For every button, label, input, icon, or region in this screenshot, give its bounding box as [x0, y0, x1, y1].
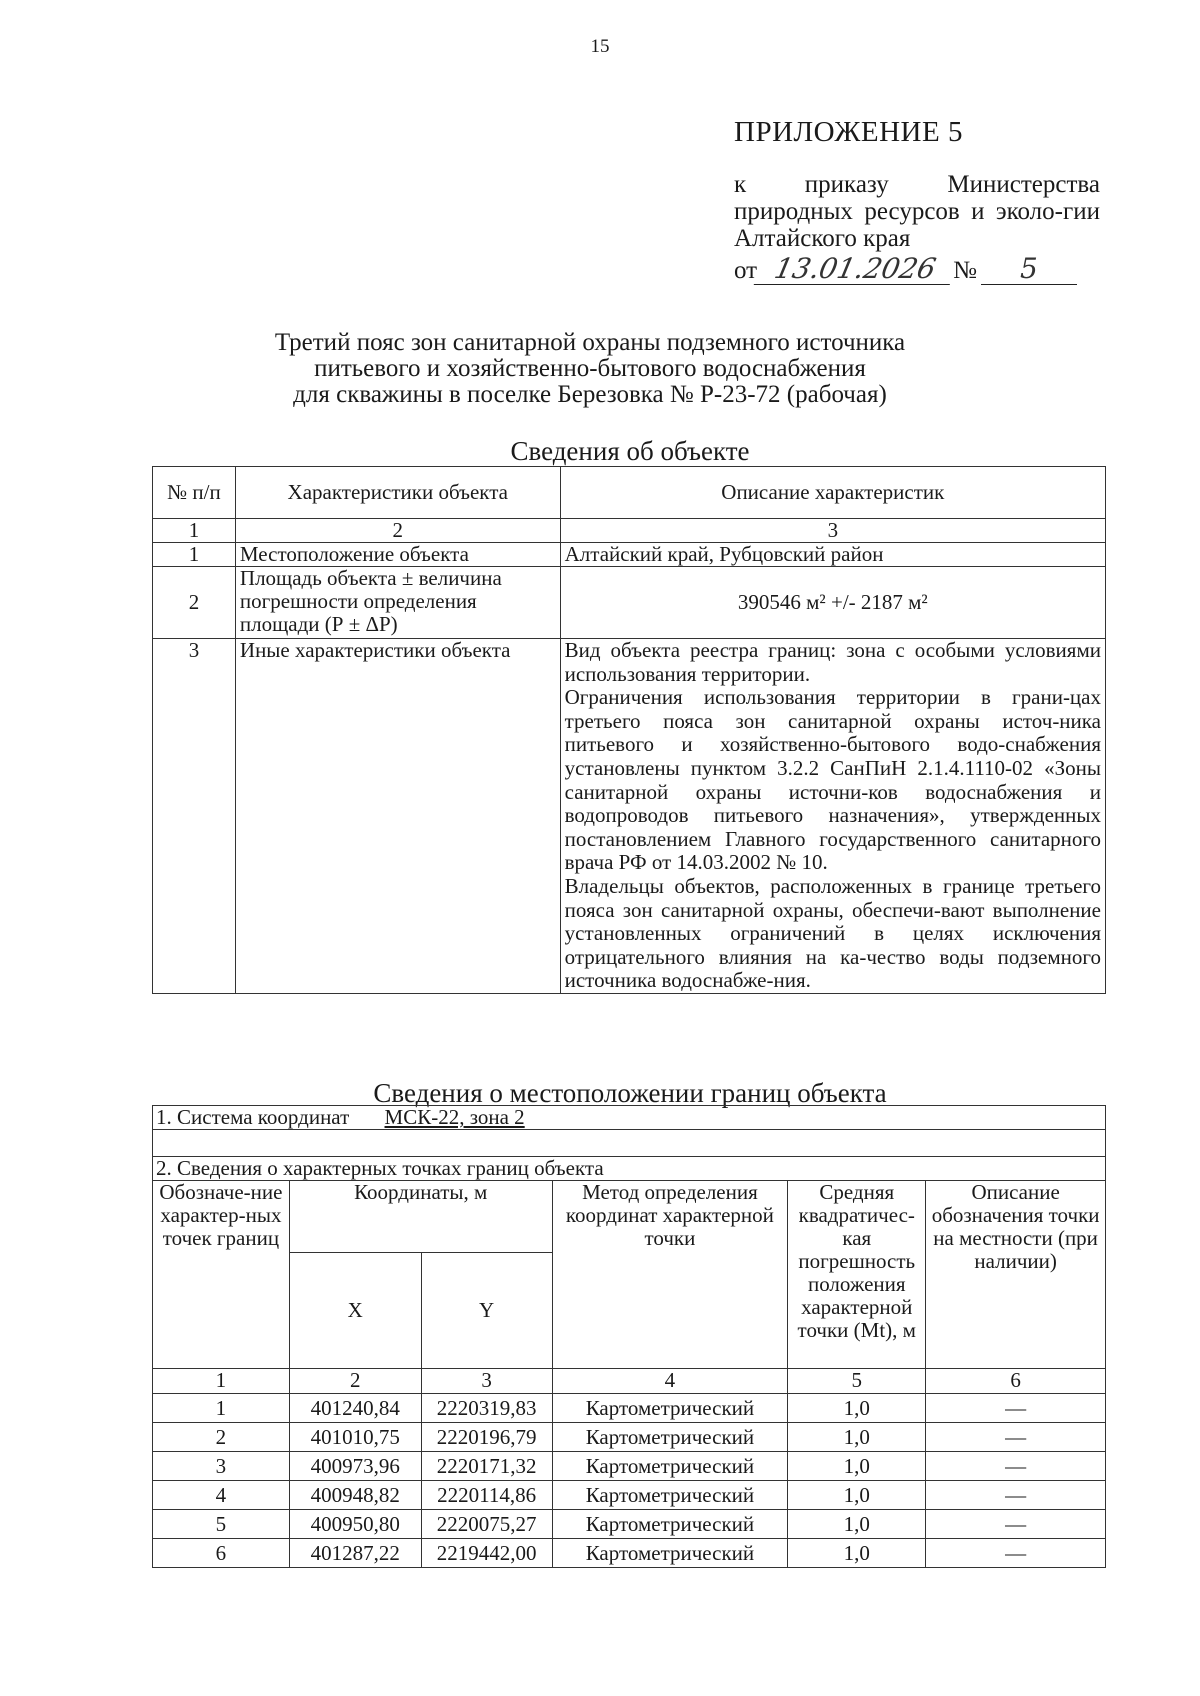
point-id: 2 — [153, 1423, 290, 1452]
column-header: Координаты, м — [289, 1181, 552, 1253]
table-row — [153, 543, 1106, 567]
column-number: 1 — [153, 519, 236, 543]
point-method: Картометрический — [552, 1510, 788, 1539]
point-mt: 1,0 — [788, 1539, 926, 1568]
point-mt: 1,0 — [788, 1452, 926, 1481]
description-cell: 390546 м² +/- 2187 м² — [560, 567, 1105, 639]
description-paragraph: Ограничения использования территории в грани-цах третьего пояса зон санитарной охраны источ-ника питьевого и хозяйственно-бытового водо-снабжения установлены пунктом 3.2.2 СанПиН 2.1.4.1110-02 «Зоны санитарной охраны источни-ков водоснабжения и водопроводов питьевого назначения», утвержденных постановлением Главного государственного санитарного врача РФ от 14.03.2002 № 10. — [564, 685, 1101, 875]
numbering-row — [153, 519, 1106, 543]
point-id: 5 — [153, 1510, 290, 1539]
point-y: 2220075,27 — [421, 1510, 552, 1539]
point-x: 400950,80 — [289, 1510, 421, 1539]
ref-rest: природных ресурсов и эколо-гии Алтайского края — [734, 198, 1100, 252]
ref-word: к — [734, 171, 747, 198]
point-id: 3 — [153, 1452, 290, 1481]
point-y: 2220196,79 — [421, 1423, 552, 1452]
column-header: № п/п — [153, 467, 236, 519]
column-number: 5 — [788, 1369, 926, 1394]
coordinate-system-row — [153, 1106, 1106, 1130]
date-prefix: от — [734, 257, 758, 284]
table-header-row — [153, 1181, 1106, 1253]
point-method: Картометрический — [552, 1423, 788, 1452]
table-row — [153, 639, 1106, 994]
point-id: 4 — [153, 1481, 290, 1510]
column-header: Метод определения координат характерной точки — [552, 1181, 788, 1369]
boundary-points-table — [152, 1105, 1106, 1568]
spacer-row — [153, 1130, 1106, 1157]
column-header-x: X — [289, 1253, 421, 1369]
description-cell — [560, 639, 1105, 994]
table-row — [153, 1481, 1106, 1510]
point-desc: — — [926, 1423, 1106, 1452]
description-cell: Алтайский край, Рубцовский район — [560, 543, 1105, 567]
title-line: для скважины в поселке Березовка № Р-23-72 (рабочая) — [293, 381, 887, 408]
point-mt: 1,0 — [788, 1510, 926, 1539]
point-method: Картометрический — [552, 1539, 788, 1568]
column-number: 3 — [560, 519, 1105, 543]
column-number: 6 — [926, 1369, 1106, 1394]
points-heading-row — [153, 1157, 1106, 1181]
point-x: 401240,84 — [289, 1394, 421, 1423]
point-mt: 1,0 — [788, 1394, 926, 1423]
column-header: Обозначе-ние характер-ных точек границ — [153, 1181, 290, 1369]
table-row — [153, 567, 1106, 639]
order-date-number-line — [734, 254, 1100, 285]
handwritten-date: 13.01.2026 — [754, 254, 957, 285]
row-number: 3 — [153, 639, 236, 994]
row-number: 2 — [153, 567, 236, 639]
number-sign: № — [953, 257, 977, 284]
location-section-heading: Сведения о местоположении границ объекта — [373, 1078, 887, 1108]
page-number: 15 — [590, 36, 610, 57]
point-mt: 1,0 — [788, 1423, 926, 1452]
point-x: 400948,82 — [289, 1481, 421, 1510]
coord-system-value: МСК-22, зона 2 — [384, 1105, 525, 1129]
point-x: 400973,96 — [289, 1452, 421, 1481]
column-header: Средняя квадратичес-кая погрешность положения характерной точки (Mt), м — [788, 1181, 926, 1369]
object-section-heading: Сведения об объекте — [510, 436, 750, 466]
characteristic-cell: Местоположение объекта — [235, 543, 560, 567]
point-desc: — — [926, 1394, 1106, 1423]
table-row — [153, 1423, 1106, 1452]
column-number: 2 — [289, 1369, 421, 1394]
document-title — [160, 330, 1020, 408]
table-row — [153, 1510, 1106, 1539]
point-desc: — — [926, 1481, 1106, 1510]
points-heading: 2. Сведения о характерных точках границ объекта — [153, 1157, 1106, 1181]
appendix-block — [734, 116, 1100, 285]
ref-word: приказу — [804, 171, 889, 198]
column-number: 2 — [235, 519, 560, 543]
table-row — [153, 1452, 1106, 1481]
appendix-title: ПРИЛОЖЕНИЕ 5 — [734, 116, 963, 148]
point-desc: — — [926, 1539, 1106, 1568]
numbering-row — [153, 1369, 1106, 1394]
point-y: 2220319,83 — [421, 1394, 552, 1423]
object-info-table — [152, 466, 1106, 994]
handwritten-number: 5 — [981, 254, 1077, 285]
table-row — [153, 1539, 1106, 1568]
table-header-row — [153, 467, 1106, 519]
title-line: питьевого и хозяйственно-бытового водоснабжения — [314, 355, 866, 382]
column-header: Описание характеристик — [560, 467, 1105, 519]
point-method: Картометрический — [552, 1481, 788, 1510]
row-number: 1 — [153, 543, 236, 567]
point-desc: — — [926, 1510, 1106, 1539]
point-id: 6 — [153, 1539, 290, 1568]
point-y: 2220114,86 — [421, 1481, 552, 1510]
characteristic-cell: Площадь объекта ± величина погрешности определения площади (Р ± ΔР) — [235, 567, 560, 639]
point-y: 2220171,32 — [421, 1452, 552, 1481]
coord-system-label: 1. Система координат — [156, 1105, 350, 1129]
description-paragraph: Владельцы объектов, расположенных в границе третьего пояса зон санитарной охраны, обеспечи-вают выполнение установленных ограничений в целях исключения отрицательного влияния на ка-чество воды подземного источника водоснабже-ния. — [564, 873, 1101, 993]
characteristic-cell: Иные характеристики объекта — [235, 639, 560, 994]
column-header-y: Y — [421, 1253, 552, 1369]
ref-word: Министерства — [947, 171, 1100, 198]
appendix-reference — [734, 171, 1100, 252]
point-y: 2219442,00 — [421, 1539, 552, 1568]
point-x: 401010,75 — [289, 1423, 421, 1452]
point-method: Картометрический — [552, 1452, 788, 1481]
title-line: Третий пояс зон санитарной охраны подземного источника — [274, 329, 906, 356]
column-header: Описание обозначения точки на местности (при наличии) — [926, 1181, 1106, 1369]
column-header: Характеристики объекта — [235, 467, 560, 519]
point-id: 1 — [153, 1394, 290, 1423]
column-number: 4 — [552, 1369, 788, 1394]
point-x: 401287,22 — [289, 1539, 421, 1568]
column-number: 1 — [153, 1369, 290, 1394]
description-paragraph: Вид объекта реестра границ: зона с особыми условиями использования территории. — [564, 638, 1101, 686]
point-desc: — — [926, 1452, 1106, 1481]
table-row — [153, 1394, 1106, 1423]
column-number: 3 — [421, 1369, 552, 1394]
point-mt: 1,0 — [788, 1481, 926, 1510]
point-method: Картометрический — [552, 1394, 788, 1423]
